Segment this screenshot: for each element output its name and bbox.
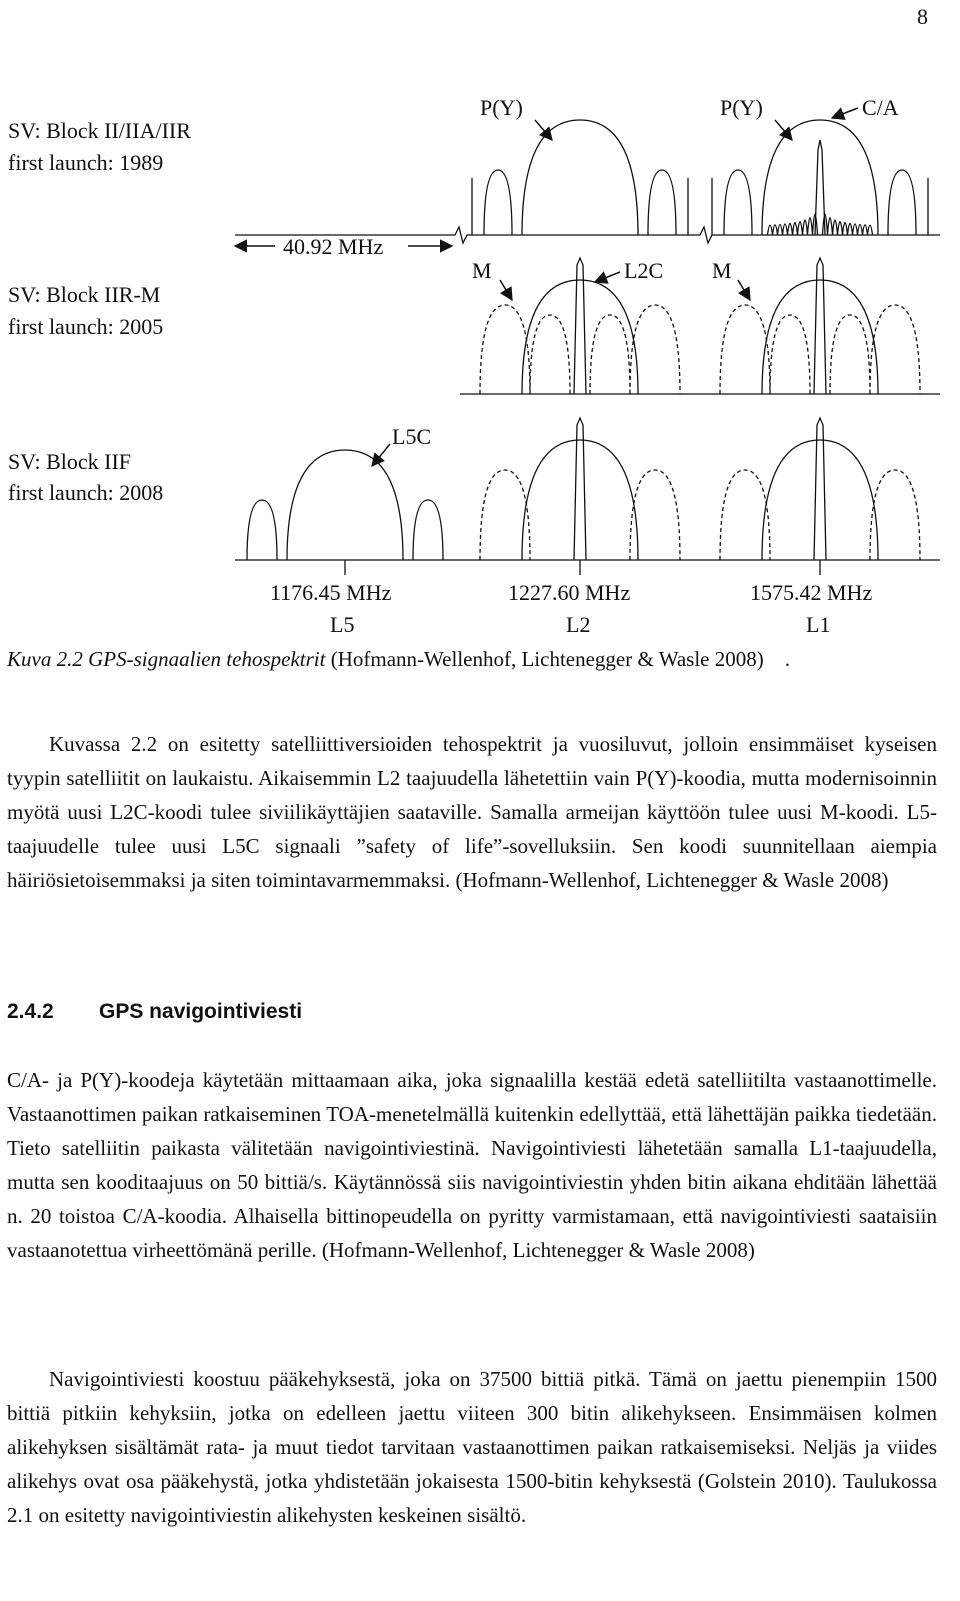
row1-sv-label: SV: Block II/IIA/IIR <box>8 118 191 143</box>
ca-code-lobes <box>768 140 873 235</box>
row1-launch-label: first launch: 1989 <box>8 150 164 175</box>
l2c-arrow <box>595 272 620 282</box>
row3-spectrum <box>235 418 940 575</box>
gps-spectrum-figure <box>0 0 960 640</box>
caption-label: Kuva 2.2 GPS-signaalien tehospektrit <box>7 647 326 671</box>
row2-launch-label: first launch: 2005 <box>8 314 164 339</box>
row3-sv-label: SV: Block IIF <box>8 449 132 474</box>
row2-spectrum <box>460 258 940 394</box>
m-l1-arrow <box>738 280 750 300</box>
freq-l5: 1176.45 MHz <box>270 580 392 605</box>
row3-launch-label: first launch: 2008 <box>8 480 164 505</box>
figure-caption <box>7 644 937 675</box>
m-l1-label: M <box>712 258 732 283</box>
l5c-arrow <box>372 444 390 466</box>
row1-spectrum <box>235 120 940 243</box>
paragraph-1: Kuvassa 2.2 on esitetty satelliittiversioiden tehospektrit ja vuosiluvut, jolloin ensimmäiset kyseisen tyypin satelliitit on laukaistu. Aikaisemmin L2 taajuudella lähetettiin vain P(Y)-koodia, mutta modernisoinnin myötä uusi L2C-koodi tulee siviilikäyttäjien saataville. Samalla armeijan käyttöön tulee uusi M-koodi. L5-taajuudelle tulee uusi L5C signaali ”safety of life”-sovelluksiin. Sen koodi suunnitellaan aiempia häiriösietoisemmaksi ja siten toimintavarmemmaksi. (Hofmann-Wellenhof, Lichtenegger & Wasle 2008) <box>7 732 937 892</box>
ca-label: C/A <box>862 95 899 120</box>
l2c-label: L2C <box>624 258 664 283</box>
m-l2-arrow <box>500 280 512 300</box>
l5c-label: L5C <box>392 424 432 449</box>
band-l5: L5 <box>330 612 355 637</box>
freq-l2: 1227.60 MHz <box>508 580 631 605</box>
bandwidth-label: 40.92 MHz <box>283 234 384 259</box>
section-title: GPS navigointiviesti <box>99 1000 303 1023</box>
band-l1: L1 <box>806 612 831 637</box>
section-heading <box>7 1000 302 1024</box>
ca-arrow <box>832 108 858 118</box>
section-number: 2.4.2 <box>7 1000 54 1023</box>
m-l2-label: M <box>472 258 492 283</box>
paragraph-3: Navigointiviesti koostuu pääkehyksestä, joka on 37500 bittiä pitkä. Tämä on jaettu pienempiin 1500 bittiä pitkiin kehyksiin, jotka on edelleen jaettu viiteen 300 bitin alikehykseen. Ensimmäisen kolmen alikehyksen sisältämät rata- ja muut tiedot tarvitaan vastaanottimen paikan ratkaisemiseksi. Neljäs ja viides alikehys ovat osa pääkehystä, jotka yhdistetään jokaisesta 1500-bitin kehyksestä (Golstein 2010). Taulukossa 2.1 on esitetty navigointiviestin alikehysten keskeinen sisältö. <box>7 1367 937 1527</box>
row2-sv-label: SV: Block IIR-M <box>8 282 161 307</box>
py-l2-label: P(Y) <box>480 95 523 120</box>
page-number: 8 <box>917 4 928 29</box>
py-l1-label: P(Y) <box>720 95 763 120</box>
band-l2: L2 <box>566 612 591 637</box>
freq-l1: 1575.42 MHz <box>750 580 873 605</box>
paragraph-2: C/A- ja P(Y)-koodeja käytetään mittaamaan aika, joka signaalilla kestää edetä satelliitilta vastaanottimelle. Vastaanottimen paikan ratkaiseminen TOA-menetelmällä kuitenkin edellyttää, että lähettäjän paikka tiedetään. Tieto satelliitin paikasta välitetään navigointiviestinä. Navigointiviesti lähetetään samalla L1-taajuudella, mutta sen kooditaajuus on 50 bittiä/s. Käytännössä siis navigointiviestin yhden bitin aikana ehditään lähettää n. 20 toistoa C/A-koodia. Alhaisella bittinopeudella on pyritty varmistamaan, että navigointiviesti saataisiin vastaanotettua virheettömänä perille. (Hofmann-Wellenhof, Lichtenegger & Wasle 2008) <box>7 1068 937 1262</box>
caption-source: (Hofmann-Wellenhof, Lichtenegger & Wasle 2008) . <box>325 647 790 671</box>
